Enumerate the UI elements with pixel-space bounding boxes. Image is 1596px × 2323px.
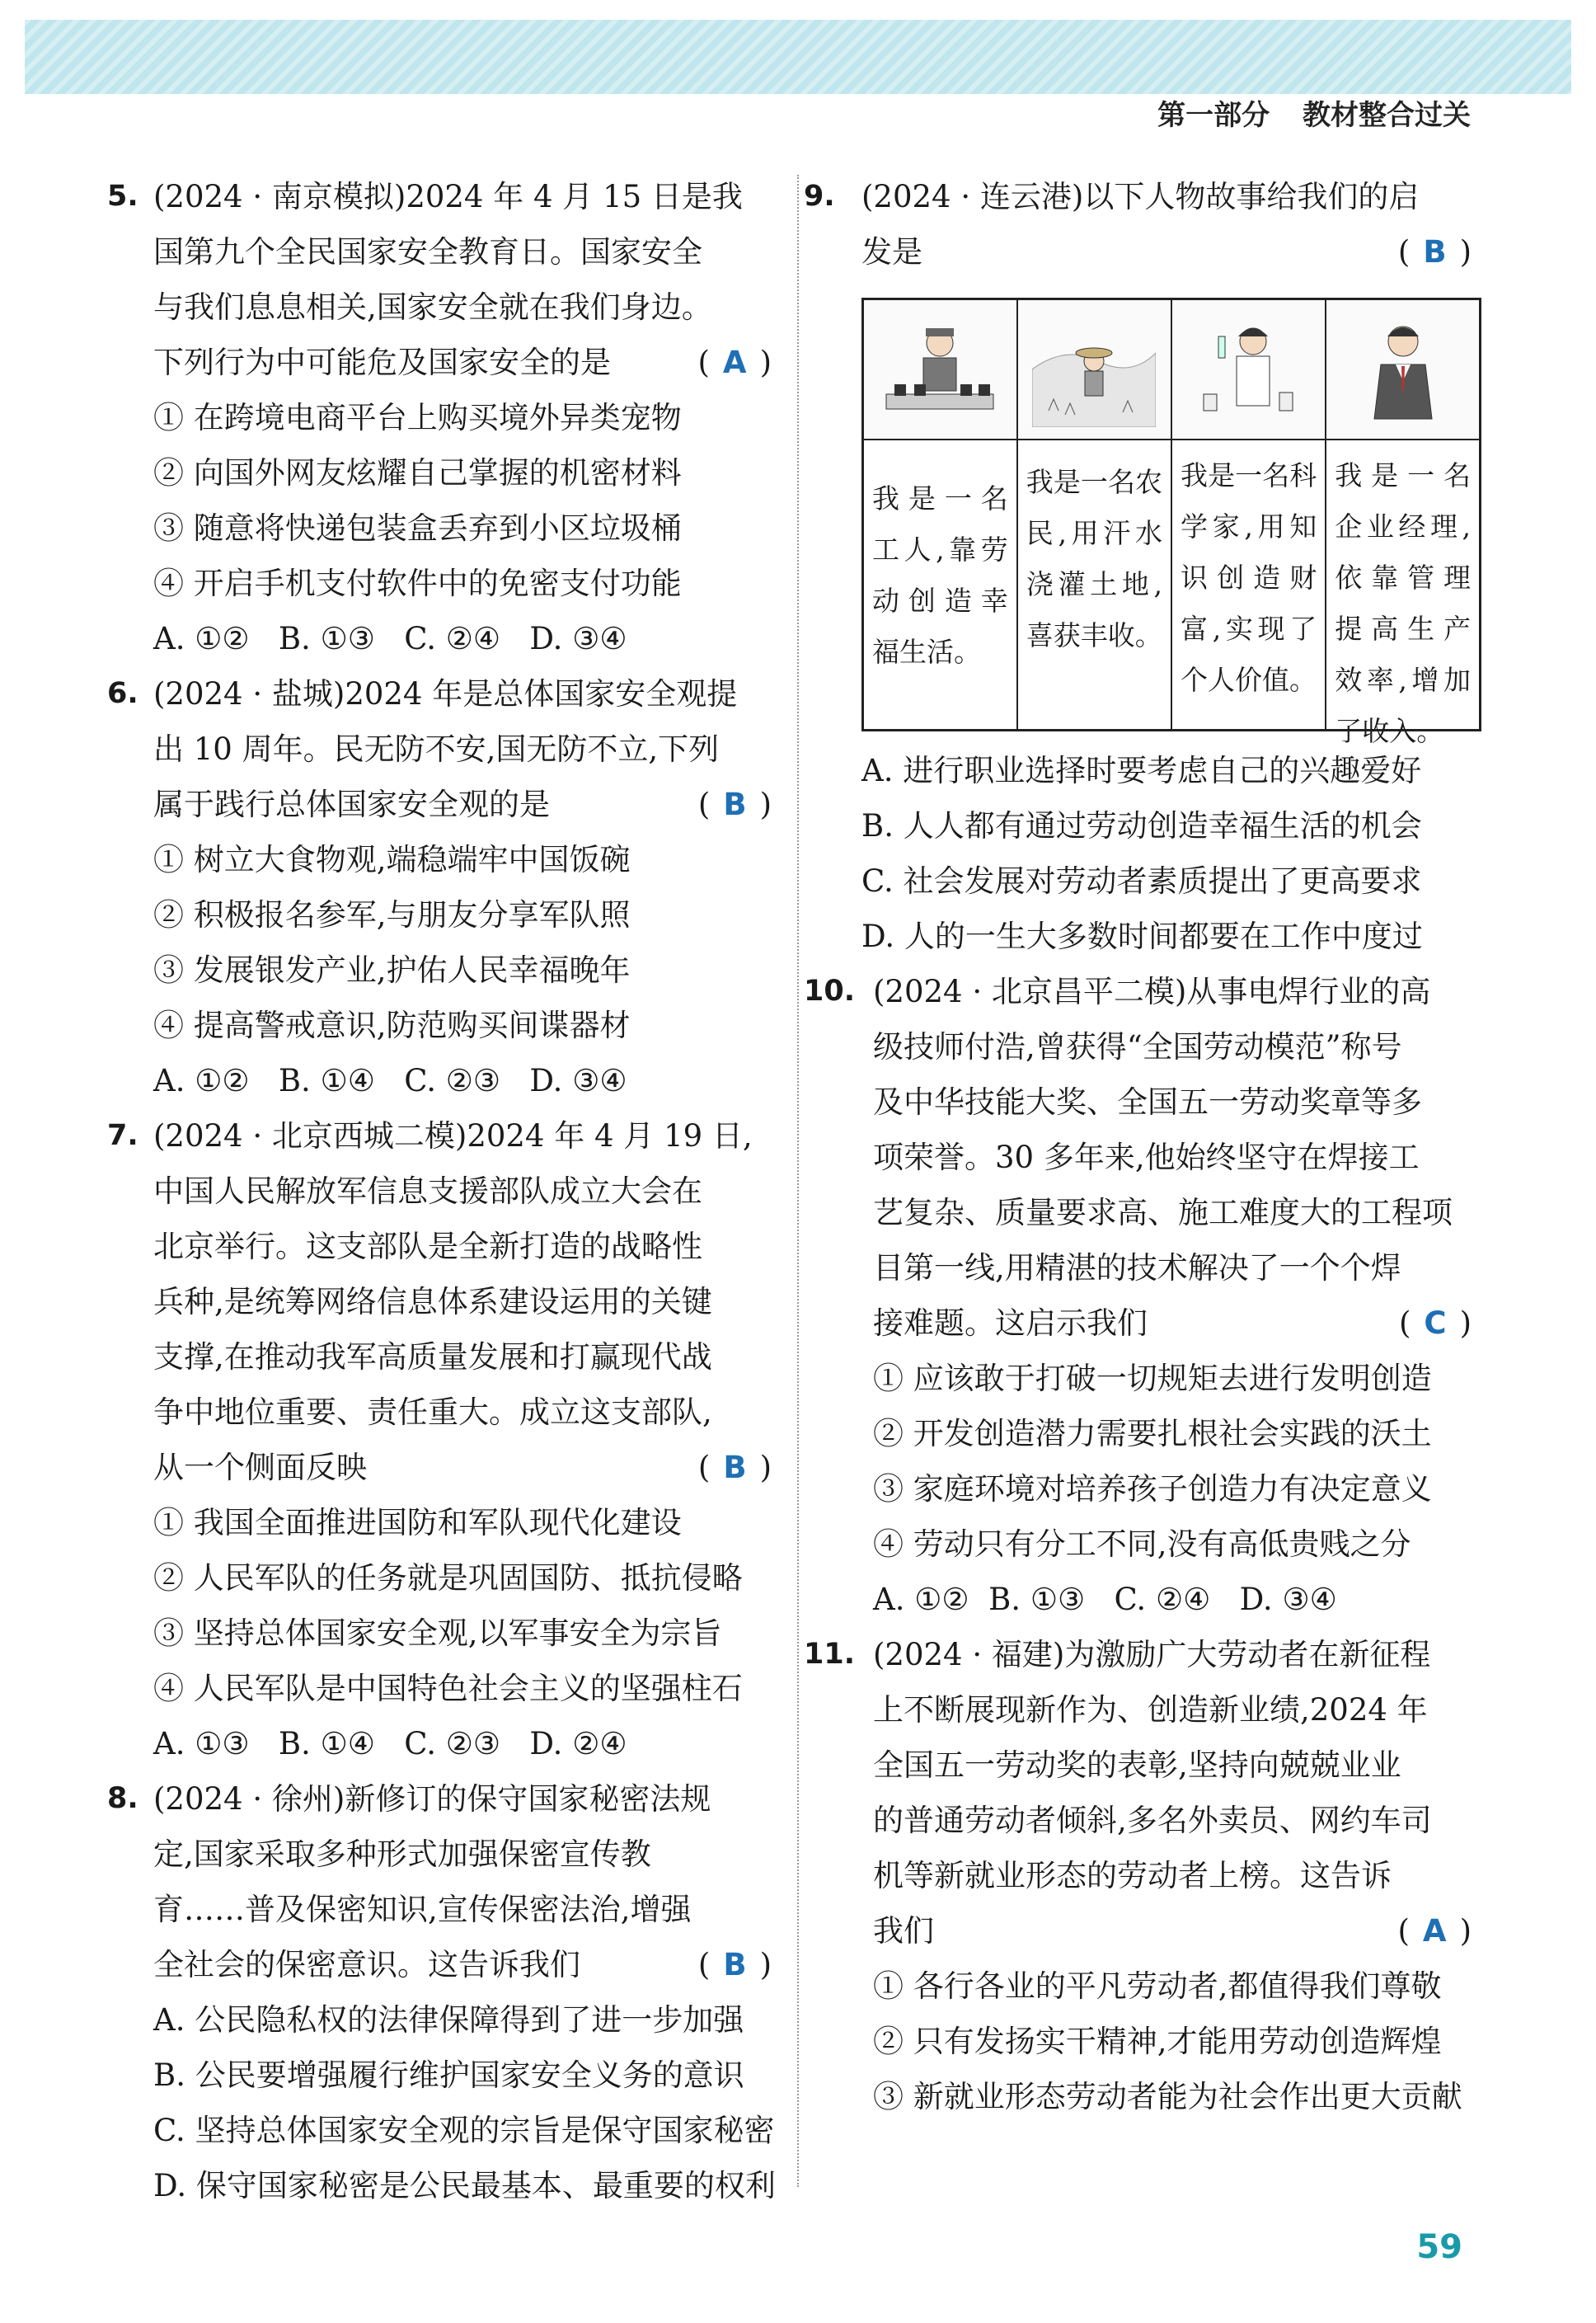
- statement-item: ④ 提高警戒意识,防范购买间谍器材: [153, 1008, 631, 1043]
- question-8: [107, 1771, 776, 2213]
- question-text: (2024 · 南京模拟)2024 年 4 月 15 日是我: [153, 179, 743, 214]
- question-text: 支撑,在推动我军高质量发展和打赢现代战: [153, 1339, 712, 1375]
- question-text: (2024 · 北京昌平二模)从事电焊行业的高: [873, 974, 1431, 1009]
- scientist-illustration: [1172, 300, 1325, 439]
- answer-letter: A: [1422, 1913, 1447, 1949]
- question-number: 7.: [107, 1119, 138, 1152]
- choice-option: B. 人人都有通过劳动创造幸福生活的机会: [861, 808, 1422, 844]
- choice-option: B. 公民要增强履行维护国家安全义务的意识: [153, 2057, 744, 2093]
- question-text: 育……普及保密知识,宣传保密法治,增强: [153, 1892, 692, 1927]
- question-number: 8.: [107, 1782, 138, 1815]
- question-number: 10.: [804, 975, 856, 1008]
- question-text: 发是: [861, 234, 922, 270]
- answer-bracket: ( B ): [697, 1450, 772, 1485]
- header-part: 第一部分: [1157, 99, 1270, 132]
- column-divider: [797, 175, 799, 2187]
- question-text: 我们: [873, 1913, 934, 1949]
- answer-options: A. ①② B. ①③ C. ②④ D. ③④: [873, 1582, 1337, 1617]
- statement-item: ② 积极报名参军,与朋友分享军队照: [153, 897, 631, 933]
- answer-letter: B: [723, 1947, 747, 1982]
- story-worker: 我是一名工人,靠劳动创造幸福生活。: [872, 482, 1008, 668]
- question-text: 与我们息息相关,国家安全就在我们身边。: [153, 289, 712, 325]
- question-text: 上不断展现新作为、创造新业绩,2024 年: [873, 1692, 1428, 1728]
- question-text: 下列行为中可能危及国家安全的是: [153, 345, 611, 380]
- manager-illustration: [1326, 300, 1479, 439]
- character-story-table: [861, 298, 1481, 747]
- question-text: 全社会的保密意识。这告诉我们: [153, 1947, 580, 1982]
- question-text: (2024 · 北京西城二模)2024 年 4 月 19 日,: [153, 1118, 753, 1154]
- question-text: 国第九个全民国家安全教育日。国家安全: [153, 234, 702, 270]
- choice-option: C. 坚持总体国家安全观的宗旨是保守国家秘密: [153, 2113, 775, 2148]
- statement-item: ① 在跨境电商平台上购买境外异类宠物: [153, 400, 682, 435]
- question-text: 项荣誉。30 多年来,他始终坚守在焊接工: [873, 1140, 1420, 1175]
- question-7: [107, 1108, 772, 1771]
- question-text: 目第一线,用精湛的技术解决了一个个焊: [873, 1250, 1401, 1286]
- question-10: [804, 964, 1472, 1627]
- question-text: 从一个侧面反映: [153, 1450, 367, 1485]
- question-6: [107, 666, 772, 1108]
- question-9: [804, 169, 1472, 964]
- answer-options: A. ①② B. ①③ C. ②④ D. ③④: [153, 621, 627, 656]
- question-text: 全国五一劳动奖的表彰,坚持向兢兢业业: [873, 1747, 1401, 1783]
- question-text: 级技师付浩,曾获得“全国劳动模范”称号: [873, 1029, 1402, 1065]
- choice-option: C. 社会发展对劳动者素质提出了更高要求: [861, 863, 1422, 899]
- answer-letter: B: [723, 1450, 747, 1485]
- answer-letter: B: [1423, 234, 1447, 270]
- question-text: 属于践行总体国家安全观的是: [153, 787, 550, 822]
- choice-option: D. 保守国家秘密是公民最基本、最重要的权利: [153, 2168, 776, 2203]
- choice-option: A. 进行职业选择时要考虑自己的兴趣爱好: [861, 753, 1422, 788]
- left-column: [107, 169, 776, 2213]
- question-text: 接难题。这启示我们: [873, 1305, 1148, 1341]
- header-section: 教材整合过关: [1303, 99, 1471, 132]
- farmer-illustration: [1018, 300, 1171, 439]
- answer-bracket: ( B ): [1397, 234, 1472, 270]
- statement-item: ④ 劳动只有分工不同,没有高低贵贱之分: [873, 1526, 1411, 1562]
- statement-item: ① 我国全面推进国防和军队现代化建设: [153, 1505, 682, 1540]
- question-text: 艺复杂、质量要求高、施工难度大的工程项: [873, 1195, 1453, 1230]
- statement-item: ② 只有发扬实干精神,才能用劳动创造辉煌: [873, 2024, 1442, 2059]
- question-number: 11.: [804, 1638, 856, 1671]
- choice-option: A. 公民隐私权的法律保障得到了进一步加强: [153, 2002, 744, 2038]
- answer-letter: A: [722, 345, 747, 380]
- statement-item: ② 开发创造潜力需要扎根社会实践的沃土: [873, 1416, 1432, 1451]
- statement-item: ① 各行各业的平凡劳动者,都值得我们尊敬: [873, 1968, 1442, 2004]
- page-header: [1134, 92, 1471, 133]
- question-number: 5.: [107, 180, 138, 213]
- statement-item: ③ 随意将快递包装盒丢弃到小区垃圾桶: [153, 510, 682, 546]
- answer-bracket: ( A ): [697, 345, 772, 380]
- answer-options: A. ①② B. ①④ C. ②③ D. ③④: [153, 1063, 627, 1098]
- statement-item: ③ 坚持总体国家安全观,以军事安全为宗旨: [153, 1615, 722, 1651]
- question-number: 9.: [804, 180, 835, 213]
- story-manager: 我是一名企业经理,依靠管理提高生产效率,增加了收入。: [1335, 459, 1471, 747]
- question-text: 争中地位重要、责任重大。成立这支部队,: [153, 1394, 712, 1430]
- statement-item: ① 树立大食物观,端稳端牢中国饭碗: [153, 842, 631, 877]
- worker-illustration: [864, 300, 1016, 439]
- statement-item: ② 向国外网友炫耀自己掌握的机密材料: [153, 455, 682, 491]
- question-number: 6.: [107, 677, 138, 710]
- statement-item: ③ 新就业形态劳动者能为社会作出更大贡献: [873, 2079, 1462, 2114]
- answer-bracket: ( B ): [697, 787, 772, 822]
- statement-item: ④ 人民军队是中国特色社会主义的坚强柱石: [153, 1671, 743, 1706]
- question-text: 及中华技能大奖、全国五一劳动奖章等多: [873, 1084, 1422, 1120]
- choice-option: D. 人的一生大多数时间都要在工作中度过: [861, 919, 1423, 954]
- question-text: 中国人民解放军信息支援部队成立大会在: [153, 1173, 702, 1209]
- statement-item: ③ 发展银发产业,护佑人民幸福晚年: [153, 952, 631, 988]
- statement-item: ③ 家庭环境对培养孩子创造力有决定意义: [873, 1471, 1432, 1507]
- question-text: (2024 · 福建)为激励广大劳动者在新征程: [873, 1637, 1431, 1672]
- top-banner: [25, 20, 1571, 94]
- page-number: 59: [1416, 2228, 1462, 2266]
- statement-item: ① 应该敢于打破一切规矩去进行发明创造: [873, 1361, 1432, 1396]
- answer-letter: C: [1424, 1305, 1447, 1341]
- question-text: 机等新就业形态的劳动者上榜。这告诉: [873, 1858, 1392, 1893]
- answer-bracket: ( C ): [1398, 1305, 1472, 1341]
- statement-item: ④ 开启手机支付软件中的免密支付功能: [153, 566, 682, 601]
- answer-options: A. ①③ B. ①④ C. ②③ D. ②④: [153, 1726, 627, 1761]
- question-text: 兵种,是统筹网络信息体系建设运用的关键: [153, 1284, 712, 1319]
- question-text: 定,国家采取多种形式加强保密宣传教: [153, 1836, 651, 1872]
- question-text: (2024 · 徐州)新修订的保守国家秘密法规: [153, 1781, 711, 1817]
- answer-letter: B: [723, 787, 747, 822]
- statement-item: ② 人民军队的任务就是巩固国防、抵抗侵略: [153, 1560, 743, 1596]
- story-farmer: 我是一名农民,用汗水浇灌土地,喜获丰收。: [1026, 466, 1162, 651]
- question-text: (2024 · 连云港)以下人物故事给我们的启: [861, 179, 1420, 214]
- question-text: 出 10 周年。民无防不安,国无防不立,下列: [153, 731, 720, 767]
- right-column: [804, 169, 1472, 2124]
- answer-bracket: ( B ): [697, 1947, 772, 1982]
- question-text: 北京举行。这支部队是全新打造的战略性: [153, 1229, 702, 1264]
- question-5: [107, 169, 772, 666]
- question-text: (2024 · 盐城)2024 年是总体国家安全观提: [153, 676, 738, 712]
- story-scientist: 我是一名科学家,用知识创造财富,实现了个人价值。: [1181, 459, 1317, 696]
- answer-bracket: ( A ): [1397, 1913, 1472, 1949]
- question-text: 的普通劳动者倾斜,多名外卖员、网约车司: [873, 1803, 1432, 1838]
- question-11: [804, 1627, 1472, 2124]
